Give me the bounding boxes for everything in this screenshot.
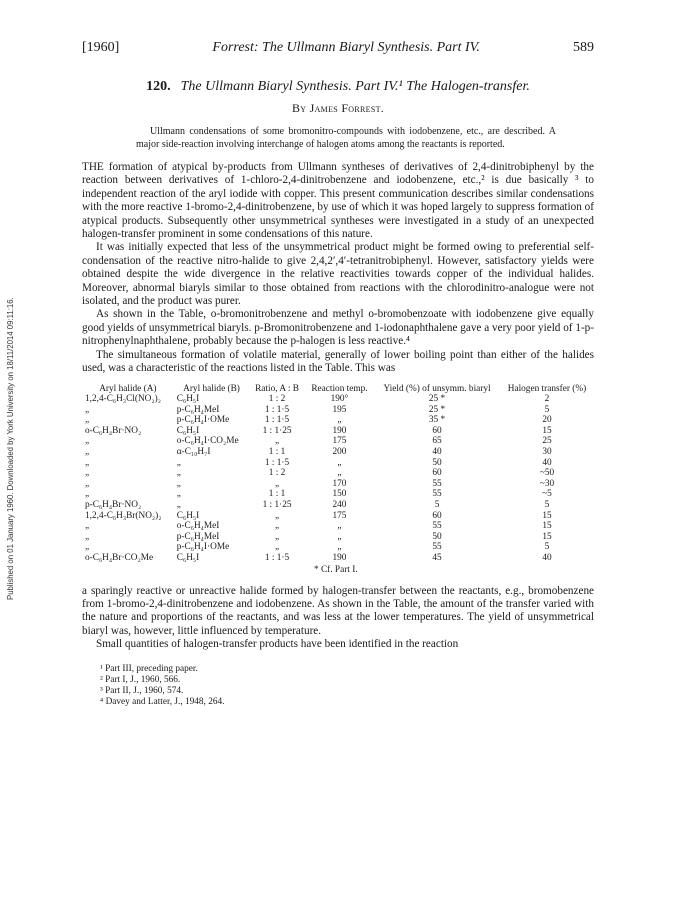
table-row bbox=[82, 479, 594, 490]
table-row bbox=[82, 436, 594, 447]
table-cell: 200 bbox=[332, 447, 347, 458]
table-cell: „ bbox=[176, 478, 181, 489]
table-cell: 190° bbox=[330, 394, 349, 405]
table-cell: 60 bbox=[432, 425, 442, 436]
table-cell: „ bbox=[176, 457, 181, 468]
table-row bbox=[82, 542, 594, 553]
column-header: Reaction temp. bbox=[311, 383, 368, 394]
column-header: Yield (%) of unsymm. biaryl bbox=[383, 383, 491, 394]
table-cell: 240 bbox=[332, 500, 347, 511]
table-row bbox=[82, 426, 594, 437]
table-row bbox=[82, 553, 594, 564]
table-cell: „ bbox=[85, 436, 90, 447]
table-cell: o-C₆H₄Br·NO₂ bbox=[85, 425, 142, 436]
journal-page bbox=[82, 40, 594, 708]
table-cell: 50 bbox=[432, 457, 442, 468]
table-cell: 5 bbox=[544, 542, 550, 553]
table-cell: o-C₆H₄I·CO₂Me bbox=[176, 436, 239, 447]
table-cell: o-C₆H₄Br·CO₂Me bbox=[85, 553, 154, 563]
table-cell: 190 bbox=[332, 425, 347, 436]
table-cell: 55 bbox=[432, 489, 442, 500]
table-cell: „ bbox=[337, 468, 342, 479]
table-cell: 65 bbox=[432, 436, 442, 447]
table-row bbox=[82, 415, 594, 426]
table-cell: p-C₆H₄Br·NO₂ bbox=[85, 500, 142, 511]
table-cell: 25 bbox=[542, 436, 552, 447]
table-cell: C₆H₅I bbox=[176, 510, 200, 521]
table-row bbox=[82, 394, 594, 405]
paragraph: THE formation of atypical by-products from Ullmann syntheses of derivatives of 2,4-dinitrobiphenyl by the reaction between derivatives of 1-chloro-2,4-dinitrobenzene and iodobenzene, etc.,² is due basically ³ to independent reaction of the aryl iodide with copper. This present communication describes similar condensations with the more reactive 1-bromo-2,4-dinitrobenzene, by use of which it was hoped largely to suppress formation of atypical products. Subsequently other unsymmetrical syntheses were investigated in a study of an unexpected halogen-transfer prominent in some condensations of this nature. bbox=[82, 161, 594, 241]
table-row bbox=[82, 405, 594, 416]
header-year: [1960] bbox=[82, 40, 120, 55]
table-cell: 1 : 1·5 bbox=[264, 404, 290, 415]
results-table bbox=[82, 384, 594, 564]
table-row bbox=[82, 447, 594, 458]
table-cell: C₆H₅I bbox=[176, 553, 200, 563]
table-cell: 5 bbox=[544, 500, 550, 511]
table-cell: 15 bbox=[542, 521, 552, 532]
table-cell: „ bbox=[337, 531, 342, 542]
table-cell: 1,2,4-C₆H₃Cl(NO₂)₂ bbox=[85, 394, 161, 405]
body-text-continued bbox=[82, 585, 594, 652]
footnotes bbox=[82, 664, 594, 708]
table-cell: „ bbox=[85, 542, 90, 553]
table-cell: 1 : 2 bbox=[268, 468, 286, 479]
body-text bbox=[82, 161, 594, 376]
table-cell: 150 bbox=[332, 489, 347, 500]
table-cell: „ bbox=[85, 478, 90, 489]
table-cell: „ bbox=[337, 521, 342, 532]
table-cell: C₆H₅I bbox=[176, 425, 200, 436]
table-cell: 35 * bbox=[428, 415, 446, 426]
table-cell: „ bbox=[85, 415, 90, 426]
table-cell: „ bbox=[274, 542, 280, 553]
table-body bbox=[82, 394, 594, 564]
table-cell: „ bbox=[274, 521, 280, 532]
table-cell: C₆H₅I bbox=[176, 394, 200, 405]
table-cell: 1 : 1·5 bbox=[264, 553, 290, 563]
download-notice: Published on 01 January 1960. Downloaded by York University on 18/11/2014 09:11:16. bbox=[6, 297, 15, 600]
table-cell: „ bbox=[85, 468, 90, 479]
table-cell: 60 bbox=[432, 468, 442, 479]
table-cell: 175 bbox=[332, 510, 347, 521]
paragraph: Small quantities of halogen-transfer products have been identified in the reaction bbox=[96, 638, 459, 651]
table-cell: „ bbox=[85, 447, 90, 458]
table-cell: 1 : 2 bbox=[268, 394, 286, 405]
column-header: Aryl halide (B) bbox=[183, 383, 240, 394]
table-cell: 60 bbox=[432, 510, 442, 521]
abstract: Ullmann condensations of some bromonitro-compounds with iodobenzene, etc., are described. A major side-reaction involving interchange of halogen atoms among the reactants is reported. bbox=[136, 126, 556, 150]
table-cell: „ bbox=[85, 457, 90, 468]
table-cell: „ bbox=[274, 478, 280, 489]
table-cell: 20 bbox=[542, 415, 552, 426]
column-header: Ratio, A : B bbox=[255, 383, 299, 394]
table-cell: 55 bbox=[432, 521, 442, 532]
table-row bbox=[82, 489, 594, 500]
table-header-row bbox=[82, 384, 594, 395]
table-cell: „ bbox=[337, 457, 342, 468]
table-cell: „ bbox=[274, 436, 280, 447]
table-cell: ~30 bbox=[539, 478, 555, 489]
table-cell: 1 : 1·5 bbox=[264, 457, 290, 468]
table-row bbox=[82, 521, 594, 532]
footnote: ² Part I, J., 1960, 566. bbox=[100, 674, 181, 685]
author-byline: By James Forrest. bbox=[291, 101, 385, 115]
table-cell: p-C₆H₄I·OMe bbox=[176, 542, 230, 553]
footnote: ⁴ Davey and Latter, J., 1948, 264. bbox=[100, 696, 225, 707]
table-row bbox=[82, 500, 594, 511]
table-cell: p-C₆H₄MeI bbox=[176, 531, 220, 542]
paragraph: The simultaneous formation of volatile material, generally of lower boiling point than either of the halides used, was a characteristic of the reactions listed in the Table. This was bbox=[82, 348, 594, 375]
table-cell: 1 : 1·25 bbox=[262, 425, 292, 436]
table-cell: 5 bbox=[544, 404, 550, 415]
table-cell: 30 bbox=[542, 447, 552, 458]
table-cell: 45 bbox=[432, 553, 442, 563]
table-cell: ~5 bbox=[542, 489, 552, 500]
page-number: 589 bbox=[573, 40, 594, 55]
table-cell: „ bbox=[85, 531, 90, 542]
table-cell: 55 bbox=[432, 478, 442, 489]
column-header: Halogen transfer (%) bbox=[507, 383, 587, 394]
table-cell: 2 bbox=[544, 394, 550, 405]
table-cell: o-C₆H₄MeI bbox=[176, 521, 220, 532]
table-note: * Cf. Part I. bbox=[314, 564, 358, 575]
table-cell: „ bbox=[337, 542, 342, 553]
table-cell: 40 bbox=[542, 457, 552, 468]
table-cell: 1,2,4-C₆H₃Br(NO₂)₂ bbox=[85, 510, 162, 521]
table-cell: 195 bbox=[332, 404, 347, 415]
paragraph: a sparingly reactive or unreactive halide formed by halogen-transfer between the reactants, e.g., bromobenzene from 1-bromo-2,4-dinitrobenzene and iodobenzene. As shown in the Table, the amount of the transfer varied with the nature and proportions of the reactants, and was less at the lower temperatures. The yield of unsymmetrical biaryl was, however, little influenced by temperature. bbox=[82, 584, 594, 637]
table-cell: 1 : 1 bbox=[268, 447, 286, 458]
table-cell: 5 bbox=[434, 500, 440, 511]
side-watermark bbox=[6, 140, 16, 600]
table-cell: 40 bbox=[432, 447, 442, 458]
table-cell: „ bbox=[176, 489, 181, 500]
table-row bbox=[82, 458, 594, 469]
table-cell: „ bbox=[85, 489, 90, 500]
table-cell: 1 : 1·25 bbox=[262, 500, 292, 511]
running-title: Forrest: The Ullmann Biaryl Synthesis. Part IV. bbox=[212, 40, 480, 55]
footnote: ³ Part II, J., 1960, 574. bbox=[100, 685, 184, 696]
running-header bbox=[82, 40, 594, 56]
column-header: Aryl halide (A) bbox=[99, 383, 157, 394]
table-cell: „ bbox=[176, 468, 181, 479]
table-cell: 15 bbox=[542, 531, 552, 542]
table-cell: ~50 bbox=[539, 468, 555, 479]
table-cell: „ bbox=[85, 521, 90, 532]
table-cell: 1 : 1 bbox=[268, 489, 286, 500]
table-cell: 25 * bbox=[428, 404, 446, 415]
table-cell: 170 bbox=[332, 478, 347, 489]
table-cell: p-C₆H₄I·OMe bbox=[176, 415, 230, 426]
table-cell: 15 bbox=[542, 510, 552, 521]
table-cell: p-C₆H₄MeI bbox=[176, 404, 220, 415]
table-cell: 55 bbox=[432, 542, 442, 553]
table-cell: 1 : 1·5 bbox=[264, 415, 290, 426]
table-row bbox=[82, 468, 594, 479]
table-cell: 190 bbox=[332, 553, 347, 563]
table-cell: 40 bbox=[542, 553, 552, 563]
table-cell: „ bbox=[337, 415, 342, 426]
table-cell: „ bbox=[274, 531, 280, 542]
table-cell: 15 bbox=[542, 425, 552, 436]
footnote: ¹ Part III, preceding paper. bbox=[100, 663, 198, 674]
article-number: 120. bbox=[146, 79, 171, 94]
table-cell: „ bbox=[176, 500, 181, 511]
table-row bbox=[82, 532, 594, 543]
table-cell: α-C₁₀H₇I bbox=[176, 447, 211, 458]
table-cell: „ bbox=[274, 510, 280, 521]
table-cell: „ bbox=[85, 404, 90, 415]
table-cell: 175 bbox=[332, 436, 347, 447]
table-cell: 50 bbox=[432, 531, 442, 542]
table-row bbox=[82, 511, 594, 522]
table-cell: 25 * bbox=[428, 394, 446, 405]
article-title: The Ullmann Biaryl Synthesis. Part IV.¹ The Halogen-transfer. bbox=[180, 79, 530, 94]
paragraph: It was initially expected that less of the unsymmetrical product might be formed owing to preferential self-condensation of the reactive nitro-halide to give 2,4,2′,4′-tetranitrobiphenyl. However, satisfactory yields were obtained despite the wide divergence in the relative reactivities towards copper of the individual halides. Moreover, abnormal biaryls similar to those obtained from reactions with the chlorodinitro-analogue were not isolated, and the product was purer. bbox=[82, 241, 594, 308]
article-title-block bbox=[82, 78, 594, 95]
paragraph: As shown in the Table, o-bromonitrobenzene and methyl o-bromobenzoate with iodobenzene give equally good yields of unsymmetrical biaryls. p-Bromonitrobenzene and 1-iodonaphthalene gave a very poor yield of 1-p-nitrophenylnaphthalene, probably because the p-halogen is less reactive.⁴ bbox=[82, 308, 594, 348]
